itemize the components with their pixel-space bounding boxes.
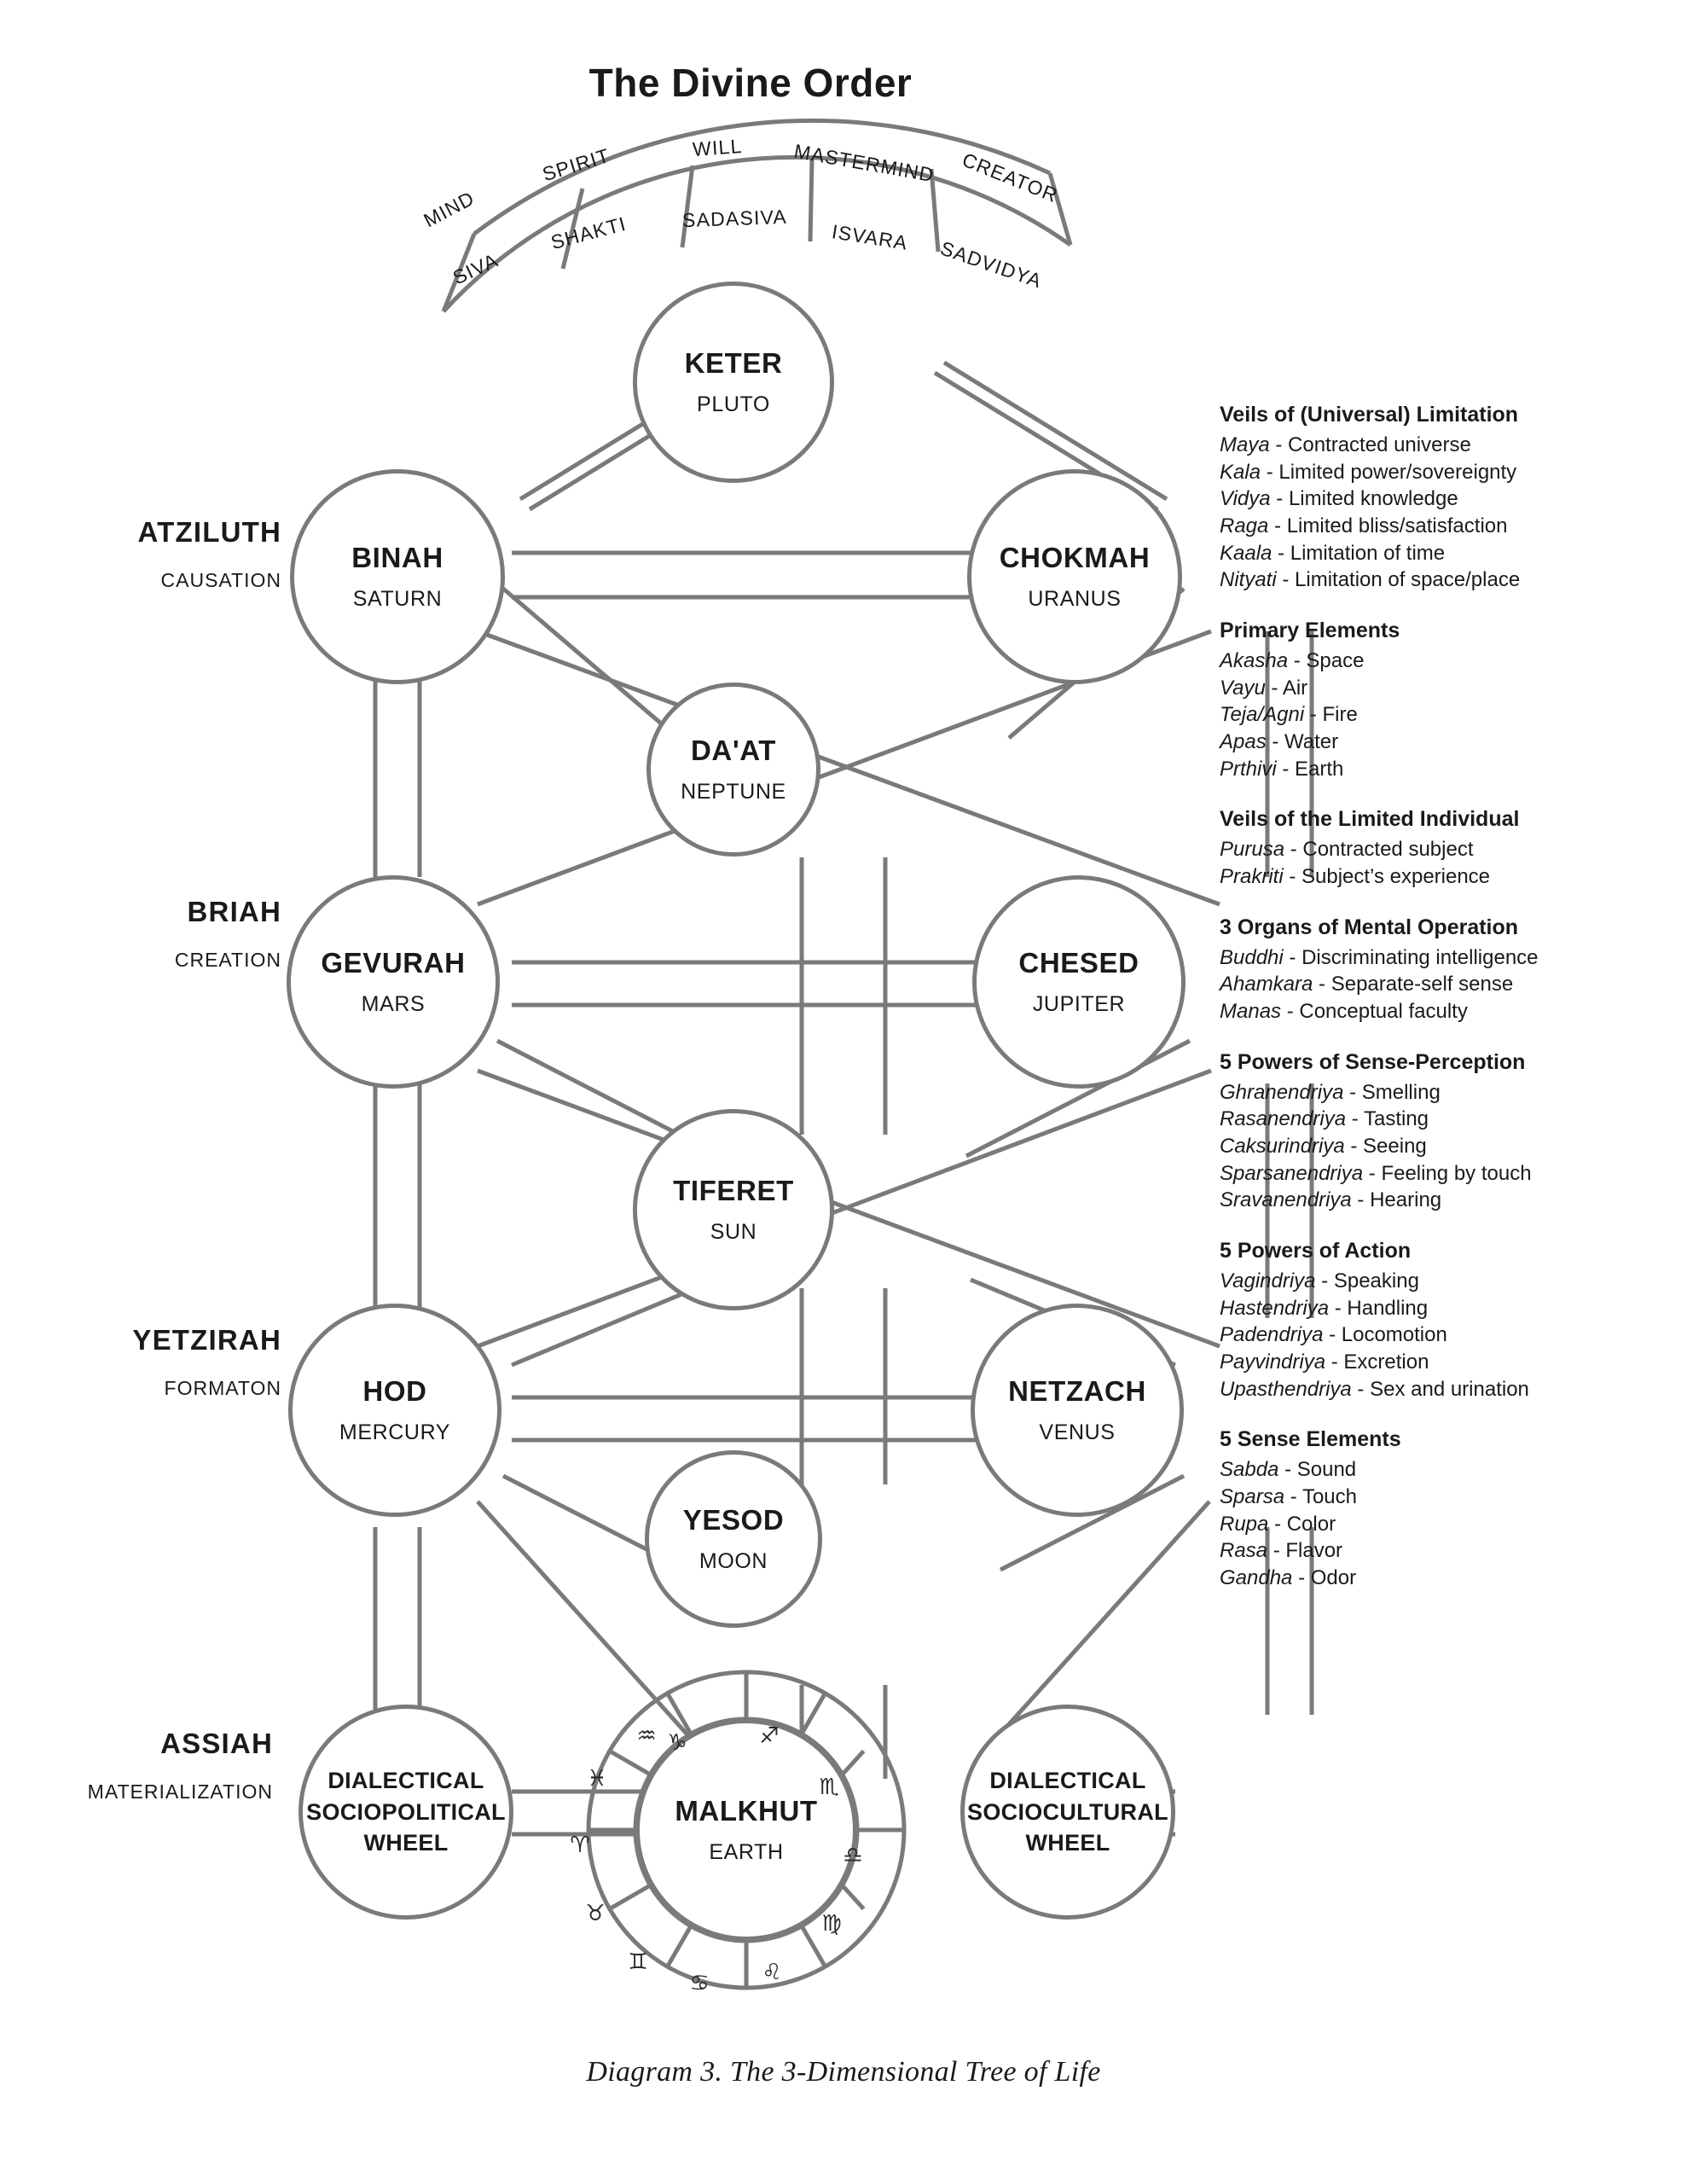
glossary-def: - Odor bbox=[1292, 1566, 1357, 1590]
world-yetzirah-name: YETZIRAH bbox=[132, 1324, 281, 1356]
glossary-def: - Smelling bbox=[1343, 1080, 1441, 1104]
glossary-item bbox=[1220, 1295, 1663, 1322]
glossary-term: Hastendriya bbox=[1220, 1296, 1330, 1320]
sephira-daat-planet: NEPTUNE bbox=[681, 780, 786, 804]
glossary-def: - Space bbox=[1288, 649, 1365, 673]
zodiac-glyph-taurus: ♉ bbox=[585, 1901, 606, 1926]
glossary-item bbox=[1220, 1268, 1663, 1295]
glossary-term: Teja/Agni bbox=[1220, 703, 1305, 727]
glossary-item bbox=[1220, 540, 1663, 567]
zodiac-glyph-gemini: ♊ bbox=[628, 1949, 648, 1975]
glossary-item bbox=[1220, 1160, 1663, 1188]
glossary-term: Prthivi bbox=[1220, 757, 1277, 781]
glossary-item bbox=[1220, 1565, 1663, 1592]
glossary-item bbox=[1220, 459, 1663, 486]
glossary-item bbox=[1220, 1106, 1663, 1133]
glossary-heading: 5 Powers of Sense-Perception bbox=[1220, 1049, 1526, 1074]
glossary-def: - Sex and urination bbox=[1351, 1377, 1529, 1401]
zodiac-glyph-scorpio: ♏ bbox=[819, 1774, 839, 1800]
glossary-def: - Discriminating intelligence bbox=[1283, 945, 1539, 969]
glossary-term: Nityati bbox=[1220, 568, 1277, 592]
glossary-term: Rasanendriya bbox=[1220, 1107, 1347, 1131]
glossary-item bbox=[1220, 944, 1663, 972]
sephira-gevurah-name: GEVURAH bbox=[321, 946, 466, 979]
sephira-hod-name: HOD bbox=[362, 1374, 427, 1407]
glossary-def: - Limited bliss/satisfaction bbox=[1268, 514, 1508, 538]
glossary-item bbox=[1220, 675, 1663, 702]
glossary-term: Ghranendriya bbox=[1220, 1080, 1344, 1104]
glossary-group-powers-of-action bbox=[1220, 1237, 1663, 1403]
glossary-term: Upasthendriya bbox=[1220, 1377, 1352, 1401]
glossary-heading: 5 Powers of Action bbox=[1220, 1239, 1412, 1263]
world-briah-name: BRIAH bbox=[187, 896, 281, 927]
glossary-item bbox=[1220, 1484, 1663, 1511]
sephira-yesod-planet: MOON bbox=[699, 1549, 768, 1574]
sephira-netzach[interactable] bbox=[971, 1304, 1184, 1517]
zodiac-glyph-cancer: ♋ bbox=[689, 1971, 710, 1996]
arc-outer-label-mind: MIND bbox=[420, 186, 478, 232]
glossary-def: - Contracted subject bbox=[1284, 838, 1474, 862]
world-label-briah bbox=[0, 896, 281, 972]
glossary-group-veils-individual bbox=[1220, 805, 1663, 890]
glossary-item bbox=[1220, 1511, 1663, 1538]
sephira-netzach-planet: VENUS bbox=[1039, 1420, 1116, 1445]
glossary-item bbox=[1220, 1349, 1663, 1376]
sephira-yesod-name: YESOD bbox=[682, 1503, 785, 1536]
zodiac-glyph-libra: ♎ bbox=[843, 1843, 863, 1868]
glossary-item bbox=[1220, 432, 1663, 459]
glossary-term: Prakriti bbox=[1220, 865, 1284, 889]
sephira-chokmah[interactable] bbox=[967, 469, 1182, 684]
glossary-term: Akasha bbox=[1220, 649, 1289, 673]
arc-outer-label-spirit: SPIRIT bbox=[539, 143, 613, 186]
glossary-def: - Color bbox=[1268, 1512, 1336, 1536]
arc-cell-label-sadvidya: SADVIDYA bbox=[937, 236, 1046, 293]
glossary-def: - Separate-self sense bbox=[1313, 973, 1514, 996]
glossary-term: Gandha bbox=[1220, 1566, 1293, 1590]
glossary-item bbox=[1220, 648, 1663, 675]
glossary-def: - Water bbox=[1266, 730, 1339, 754]
sephira-chesed-planet: JUPITER bbox=[1032, 992, 1126, 1017]
sephira-tiferet[interactable] bbox=[633, 1109, 834, 1310]
arc-cell-label-siva: SIVA bbox=[449, 248, 502, 289]
figure-caption: Diagram 3. The 3-Dimensional Tree of Life bbox=[586, 2056, 1101, 2088]
glossary-panel bbox=[1220, 401, 1663, 1615]
glossary-group-sense-elements bbox=[1220, 1426, 1663, 1591]
glossary-item bbox=[1220, 1321, 1663, 1349]
glossary-term: Sravanendriya bbox=[1220, 1188, 1352, 1212]
glossary-term: Payvindriya bbox=[1220, 1350, 1326, 1374]
sephira-daat[interactable] bbox=[646, 682, 820, 857]
glossary-term: Rasa bbox=[1220, 1539, 1268, 1563]
world-yetzirah-sub: FORMATON bbox=[164, 1377, 281, 1399]
zodiac-glyph-aries: ♈ bbox=[570, 1833, 590, 1858]
arc-cell-label-shakti: SHAKTI bbox=[548, 212, 629, 254]
glossary-heading: Veils of (Universal) Limitation bbox=[1220, 403, 1519, 427]
glossary-def: - Conceptual faculty bbox=[1281, 1000, 1468, 1024]
glossary-item bbox=[1220, 1456, 1663, 1484]
glossary-item bbox=[1220, 485, 1663, 513]
glossary-def: - Excretion bbox=[1325, 1350, 1429, 1374]
glossary-item bbox=[1220, 971, 1663, 998]
world-briah-sub: CREATION bbox=[174, 949, 281, 971]
glossary-term: Apas bbox=[1220, 730, 1267, 754]
glossary-term: Purusa bbox=[1220, 838, 1285, 862]
arc-outer-label-will: WILL bbox=[692, 134, 744, 161]
glossary-item bbox=[1220, 729, 1663, 756]
glossary-def: - Flavor bbox=[1267, 1539, 1343, 1563]
sephira-chesed-name: CHESED bbox=[1018, 946, 1139, 979]
glossary-item bbox=[1220, 998, 1663, 1025]
glossary-term: Vayu bbox=[1220, 676, 1266, 700]
glossary-item bbox=[1220, 513, 1663, 540]
glossary-item bbox=[1220, 1079, 1663, 1107]
sephira-hod-planet: MERCURY bbox=[339, 1420, 451, 1445]
world-label-assiah bbox=[0, 1728, 273, 1804]
glossary-item bbox=[1220, 1537, 1663, 1565]
glossary-term: Rupa bbox=[1220, 1512, 1269, 1536]
glossary-term: Sparsa bbox=[1220, 1485, 1285, 1509]
wheel-sociopolitical[interactable] bbox=[299, 1705, 513, 1920]
sephira-binah-name: BINAH bbox=[351, 541, 443, 573]
glossary-def: - Locomotion bbox=[1323, 1323, 1447, 1347]
glossary-item bbox=[1220, 836, 1663, 863]
path-binah-daat bbox=[503, 589, 678, 738]
glossary-def: - Contracted universe bbox=[1269, 433, 1471, 456]
glossary-def: - Speaking bbox=[1315, 1269, 1419, 1293]
sephira-tiferet-planet: SUN bbox=[710, 1220, 757, 1245]
sephira-chokmah-name: CHOKMAH bbox=[999, 541, 1151, 573]
glossary-def: - Fire bbox=[1304, 703, 1358, 727]
glossary-term: Sparsanendriya bbox=[1220, 1161, 1364, 1185]
wheel-sociopolitical-label: DIALECTICAL SOCIOPOLITICAL WHEEL bbox=[306, 1768, 506, 1856]
glossary-term: Caksurindriya bbox=[1220, 1135, 1345, 1159]
arc-cell-label-sadasiva: SADASIVA bbox=[681, 205, 788, 232]
arc-outer-label-mastermind: MASTERMIND bbox=[792, 139, 936, 187]
sephira-keter-name: KETER bbox=[684, 346, 783, 379]
world-label-atziluth bbox=[0, 516, 281, 592]
glossary-term: Raga bbox=[1220, 514, 1269, 538]
glossary-def: - Handling bbox=[1329, 1296, 1429, 1320]
glossary-heading: Veils of the Limited Individual bbox=[1220, 807, 1520, 832]
glossary-term: Maya bbox=[1220, 433, 1270, 456]
zodiac-glyph-leo: ♌ bbox=[762, 1960, 782, 1985]
zodiac-glyph-virgo: ♍ bbox=[821, 1911, 842, 1937]
glossary-group-sense-perception bbox=[1220, 1048, 1663, 1214]
world-label-yetzirah bbox=[0, 1324, 281, 1400]
world-atziluth-name: ATZILUTH bbox=[137, 516, 281, 548]
glossary-group-primary-elements bbox=[1220, 617, 1663, 782]
wheel-sociocultural-label: DIALECTICAL SOCIOCULTURAL WHEEL bbox=[967, 1768, 1168, 1856]
world-atziluth-sub: CAUSATION bbox=[160, 569, 281, 591]
glossary-term: Kala bbox=[1220, 460, 1261, 484]
glossary-term: Vagindriya bbox=[1220, 1269, 1316, 1293]
glossary-def: - Hearing bbox=[1351, 1188, 1442, 1212]
glossary-def: - Air bbox=[1265, 676, 1308, 700]
glossary-term: Padendriya bbox=[1220, 1323, 1324, 1347]
glossary-heading: 3 Organs of Mental Operation bbox=[1220, 915, 1519, 939]
glossary-heading: 5 Sense Elements bbox=[1220, 1427, 1401, 1452]
zodiac-glyph-aquarius: ♒ bbox=[636, 1723, 657, 1749]
arc-outer-label-creator: CREATOR bbox=[959, 148, 1062, 207]
glossary-term: Kaala bbox=[1220, 541, 1272, 565]
glossary-group-mental-organs bbox=[1220, 914, 1663, 1025]
glossary-term: Ahamkara bbox=[1220, 973, 1313, 996]
glossary-group-veils-universal bbox=[1220, 401, 1663, 594]
arc-cell-label-isvara: ISVARA bbox=[830, 220, 910, 254]
sephira-tiferet-name: TIFERET bbox=[673, 1174, 794, 1206]
glossary-def: - Limited power/sovereignty bbox=[1261, 460, 1517, 484]
glossary-def: - Earth bbox=[1276, 757, 1344, 781]
world-assiah-sub: MATERIALIZATION bbox=[87, 1780, 273, 1803]
glossary-def: - Limited knowledge bbox=[1270, 487, 1458, 511]
sephira-yesod[interactable] bbox=[645, 1450, 822, 1628]
glossary-def: - Limitation of space/place bbox=[1276, 568, 1521, 592]
zodiac-glyph-sagittarius: ♐ bbox=[759, 1723, 780, 1749]
glossary-def: - Seeing bbox=[1344, 1135, 1427, 1159]
sephira-malkhut-planet: EARTH bbox=[709, 1840, 784, 1865]
sephira-chokmah-planet: URANUS bbox=[1028, 587, 1122, 612]
glossary-heading: Primary Elements bbox=[1220, 619, 1400, 643]
glossary-item bbox=[1220, 1376, 1663, 1403]
glossary-def: - Subject’s experience bbox=[1283, 865, 1491, 889]
glossary-term: Vidya bbox=[1220, 487, 1271, 511]
glossary-def: - Limitation of time bbox=[1272, 541, 1446, 565]
glossary-term: Manas bbox=[1220, 1000, 1282, 1024]
glossary-def: - Sound bbox=[1278, 1458, 1357, 1482]
glossary-item bbox=[1220, 1187, 1663, 1214]
glossary-term: Buddhi bbox=[1220, 945, 1284, 969]
sephira-netzach-name: NETZACH bbox=[1008, 1374, 1146, 1407]
glossary-def: - Feeling by touch bbox=[1363, 1161, 1532, 1185]
glossary-def: - Tasting bbox=[1346, 1107, 1429, 1131]
glossary-term: Sabda bbox=[1220, 1458, 1279, 1482]
sephira-keter[interactable] bbox=[633, 282, 834, 483]
glossary-item bbox=[1220, 1133, 1663, 1160]
zodiac-glyph-capricorn: ♑ bbox=[667, 1730, 687, 1756]
zodiac-glyph-pisces: ♓ bbox=[587, 1766, 607, 1792]
sephira-binah[interactable] bbox=[290, 469, 505, 684]
page-title: The Divine Order bbox=[588, 61, 913, 105]
glossary-item bbox=[1220, 756, 1663, 783]
glossary-item bbox=[1220, 566, 1663, 594]
sephira-gevurah-planet: MARS bbox=[361, 992, 426, 1017]
sephira-keter-planet: PLUTO bbox=[697, 392, 770, 417]
sephira-hod[interactable] bbox=[288, 1304, 501, 1517]
glossary-item bbox=[1220, 863, 1663, 891]
world-assiah-name: ASSIAH bbox=[160, 1728, 273, 1759]
sephira-gevurah[interactable] bbox=[287, 875, 500, 1089]
glossary-def: - Touch bbox=[1284, 1485, 1357, 1509]
wheel-sociocultural[interactable] bbox=[960, 1705, 1175, 1920]
sephira-binah-planet: SATURN bbox=[352, 587, 443, 612]
sephira-daat-name: DA'AT bbox=[690, 734, 777, 766]
sephira-malkhut-name: MALKHUT bbox=[675, 1794, 818, 1827]
sephira-chesed[interactable] bbox=[972, 875, 1186, 1089]
glossary-item bbox=[1220, 701, 1663, 729]
